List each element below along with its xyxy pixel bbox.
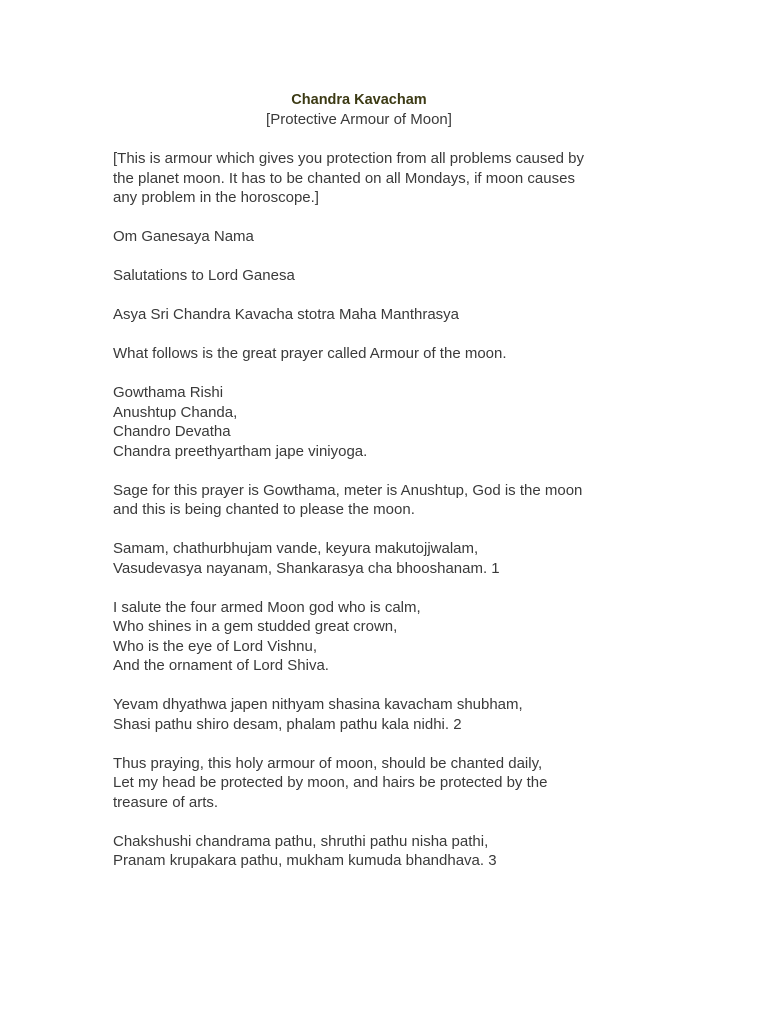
paragraph [113, 754, 673, 813]
text-line: Sage for this prayer is Gowthama, meter is Anushtup, God is the moon [113, 481, 583, 499]
text-line: Chakshushi chandrama pathu, shruthi pathu nisha pathi, [113, 832, 489, 850]
paragraph [113, 832, 673, 871]
paragraph [113, 539, 673, 578]
text-line: And the ornament of Lord Shiva. [113, 657, 329, 674]
text-line: Pranam krupakara pathu, mukham kumuda bhandhava. 3 [113, 852, 497, 869]
text-line: [This is armour which gives you protection from all problems caused by [113, 150, 585, 167]
paragraph [113, 149, 673, 208]
document-body [113, 149, 673, 890]
paragraph [113, 481, 673, 520]
document-title: Chandra Kavacham [291, 92, 427, 108]
text-line: Yevam dhyathwa japen nithyam shasina kavacham shubham, [113, 696, 523, 713]
paragraph [113, 383, 673, 461]
text-line: Who is the eye of Lord Vishnu, [113, 637, 318, 655]
text-line: Asya Sri Chandra Kavacha stotra Maha Manthrasya [113, 306, 460, 323]
text-line: Gowthama Rishi [113, 384, 224, 401]
paragraph [113, 305, 673, 325]
text-line: treasure of arts. [113, 793, 219, 811]
text-line: Om Ganesaya Nama [113, 228, 254, 245]
text-line: Chandro Devatha [113, 423, 231, 440]
text-line: I salute the four armed Moon god who is calm, [113, 598, 421, 616]
paragraph [113, 266, 673, 286]
text-line: Let my head be protected by moon, and hairs be protected by the [113, 774, 548, 791]
paragraph [113, 598, 673, 676]
paragraph [113, 695, 673, 734]
text-line: Who shines in a gem studded great crown, [113, 618, 398, 635]
title-block [0, 90, 718, 130]
document-subtitle: [Protective Armour of Moon] [266, 111, 452, 128]
text-line: What follows is the great prayer called Armour of the moon. [113, 345, 507, 362]
text-line: Shasi pathu shiro desam, phalam pathu kala nidhi. 2 [113, 715, 462, 733]
text-line: Chandra preethyartham jape viniyoga. [113, 442, 368, 460]
text-line: the planet moon. It has to be chanted on all Mondays, if moon causes [113, 169, 575, 187]
paragraph [113, 344, 673, 364]
text-line: any problem in the horoscope.] [113, 189, 319, 206]
text-line: Thus praying, this holy armour of moon, should be chanted daily, [113, 754, 543, 772]
text-line: Vasudevasya nayanam, Shankarasya cha bhooshanam. 1 [113, 559, 500, 577]
text-line: Salutations to Lord Ganesa [113, 267, 295, 284]
text-line: Anushtup Chanda, [113, 403, 238, 421]
text-line: Samam, chathurbhujam vande, keyura makutojjwalam, [113, 540, 479, 557]
text-line: and this is being chanted to please the moon. [113, 501, 415, 518]
paragraph [113, 227, 673, 247]
